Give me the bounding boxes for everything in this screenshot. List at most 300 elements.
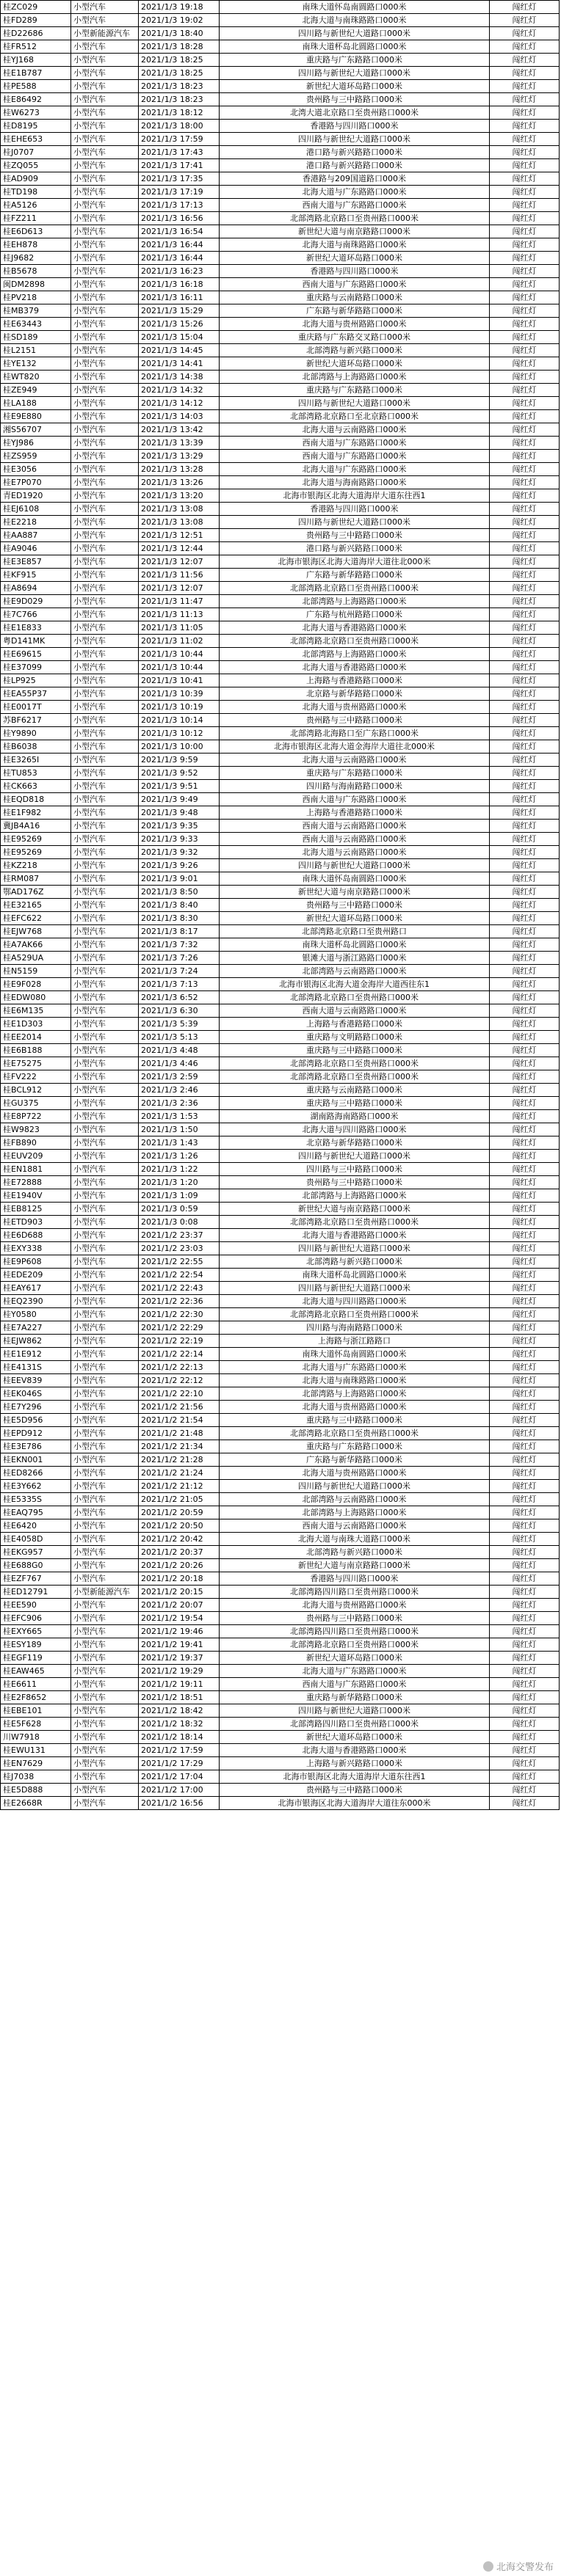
- violation-location-cell: 西南大道与广东路路口000米: [220, 199, 490, 212]
- vehicle-type-cell: 小型汽车: [71, 1, 139, 14]
- vehicle-type-cell: 小型汽车: [71, 1533, 139, 1546]
- violation-location-cell: 北部湾路与上海路路口000米: [220, 1189, 490, 1203]
- violation-type-cell: 闯红灯: [490, 1136, 560, 1150]
- vehicle-type-cell: 小型汽车: [71, 529, 139, 542]
- violation-location-cell: 西南大道与广东路路口000米: [220, 278, 490, 291]
- table-row: [1, 450, 560, 463]
- table-row: [1, 1335, 560, 1348]
- vehicle-type-cell: 小型汽车: [71, 450, 139, 463]
- violation-type-cell: 闯红灯: [490, 1150, 560, 1163]
- violation-type-cell: 闯红灯: [490, 318, 560, 331]
- violation-time-cell: 2021/1/2 20:50: [139, 1519, 220, 1533]
- table-row: [1, 1414, 560, 1427]
- plate-number-cell: 桂E3E857: [1, 555, 71, 569]
- violation-type-cell: 闯红灯: [490, 1004, 560, 1018]
- violation-location-cell: 北海大道与贵州路路口000米: [220, 701, 490, 714]
- plate-number-cell: 桂EK046S: [1, 1387, 71, 1401]
- vehicle-type-cell: 小型汽车: [71, 555, 139, 569]
- table-row: [1, 1004, 560, 1018]
- table-row: [1, 727, 560, 740]
- violation-type-cell: 闯红灯: [490, 1374, 560, 1387]
- violation-type-cell: 闯红灯: [490, 529, 560, 542]
- vehicle-type-cell: 小型汽车: [71, 569, 139, 582]
- table-row: [1, 1453, 560, 1467]
- plate-number-cell: 桂E3265I: [1, 754, 71, 767]
- violation-location-cell: 新世纪大道与南京路路口000米: [220, 886, 490, 899]
- violation-time-cell: 2021/1/3 18:40: [139, 27, 220, 40]
- violation-time-cell: 2021/1/3 18:23: [139, 80, 220, 93]
- violation-type-cell: 闯红灯: [490, 1797, 560, 1810]
- table-row: [1, 1150, 560, 1163]
- watermark: [483, 2559, 554, 2573]
- violation-type-cell: 闯红灯: [490, 1031, 560, 1044]
- table-row: [1, 661, 560, 674]
- violation-location-cell: 港口路与新兴路路口000米: [220, 542, 490, 555]
- violation-location-cell: 北部湾路北京路口至贵州路口000米: [220, 1057, 490, 1070]
- violation-time-cell: 2021/1/3 9:52: [139, 767, 220, 780]
- table-row: [1, 912, 560, 925]
- violation-location-cell: 北部湾路北海路口至广东路口000米: [220, 727, 490, 740]
- plate-number-cell: 湘S56707: [1, 423, 71, 437]
- violation-type-cell: 闯红灯: [490, 1269, 560, 1282]
- plate-number-cell: 桂EN7629: [1, 1757, 71, 1770]
- table-row: [1, 978, 560, 991]
- violation-time-cell: 2021/1/3 16:56: [139, 212, 220, 225]
- violation-location-cell: 重庆路与广东路路口000米: [220, 384, 490, 397]
- plate-number-cell: 桂ED8266: [1, 1467, 71, 1480]
- table-row: [1, 886, 560, 899]
- table-row: [1, 146, 560, 159]
- table-row: [1, 1493, 560, 1506]
- violation-location-cell: 北海市银海区北海大道海岸大道往东000米: [220, 1797, 490, 1810]
- table-row: [1, 1770, 560, 1784]
- violation-location-cell: 上海路与新兴路路口000米: [220, 1757, 490, 1770]
- vehicle-type-cell: 小型汽车: [71, 1559, 139, 1572]
- table-row: [1, 608, 560, 621]
- violation-type-cell: 闯红灯: [490, 344, 560, 357]
- violation-location-cell: 北海大道与广东路路口000米: [220, 1361, 490, 1374]
- plate-number-cell: 桂RM087: [1, 872, 71, 886]
- violation-location-cell: 香港路与四川路口000米: [220, 503, 490, 516]
- plate-number-cell: 桂E2218: [1, 516, 71, 529]
- violation-location-cell: 四川路与新世纪大道路口000米: [220, 1704, 490, 1718]
- violation-location-cell: 重庆路与广东路路口000米: [220, 1440, 490, 1453]
- violation-location-cell: 四川路与新世纪大道路口000米: [220, 1150, 490, 1163]
- vehicle-type-cell: 小型汽车: [71, 384, 139, 397]
- violation-type-cell: 闯红灯: [490, 67, 560, 80]
- vehicle-type-cell: 小型汽车: [71, 1004, 139, 1018]
- plate-number-cell: 桂E8P722: [1, 1110, 71, 1123]
- violation-type-cell: 闯红灯: [490, 450, 560, 463]
- plate-number-cell: 桂E6M135: [1, 1004, 71, 1018]
- violation-type-cell: 闯红灯: [490, 1163, 560, 1176]
- violation-time-cell: 2021/1/3 10:19: [139, 701, 220, 714]
- violation-location-cell: 贵州路与三中路路口000米: [220, 714, 490, 727]
- violation-time-cell: 2021/1/3 9:33: [139, 833, 220, 846]
- violation-type-cell: 闯红灯: [490, 740, 560, 754]
- plate-number-cell: 桂EA55P37: [1, 687, 71, 701]
- violation-location-cell: 北部湾路北京路口至贵州路口000米: [220, 1427, 490, 1440]
- violation-type-cell: 闯红灯: [490, 423, 560, 437]
- vehicle-type-cell: 小型汽车: [71, 1097, 139, 1110]
- plate-number-cell: 桂E7Y296: [1, 1401, 71, 1414]
- plate-number-cell: 桂E1F982: [1, 806, 71, 820]
- violation-time-cell: 2021/1/3 15:26: [139, 318, 220, 331]
- violation-type-cell: 闯红灯: [490, 846, 560, 859]
- violation-time-cell: 2021/1/3 16:23: [139, 265, 220, 278]
- violation-location-cell: 北海大道与香港路路口000米: [220, 1229, 490, 1242]
- violation-time-cell: 2021/1/3 7:32: [139, 938, 220, 952]
- plate-number-cell: 桂ZQ055: [1, 159, 71, 172]
- violation-location-cell: 重庆路与广东路路口000米: [220, 767, 490, 780]
- violation-type-cell: 闯红灯: [490, 120, 560, 133]
- violation-type-cell: 闯红灯: [490, 569, 560, 582]
- plate-number-cell: 桂E7P070: [1, 476, 71, 489]
- vehicle-type-cell: 小型汽车: [71, 1044, 139, 1057]
- vehicle-type-cell: 小型汽车: [71, 1453, 139, 1467]
- violation-time-cell: 2021/1/3 2:36: [139, 1097, 220, 1110]
- vehicle-type-cell: 小型汽车: [71, 701, 139, 714]
- violation-time-cell: 2021/1/3 8:30: [139, 912, 220, 925]
- violation-type-cell: 闯红灯: [490, 1519, 560, 1533]
- violation-location-cell: 贵州路与三中路路口000米: [220, 529, 490, 542]
- table-row: [1, 806, 560, 820]
- table-row: [1, 648, 560, 661]
- violation-location-cell: 香港路与209国道路口000米: [220, 172, 490, 186]
- vehicle-type-cell: 小型汽车: [71, 1361, 139, 1374]
- table-row: [1, 80, 560, 93]
- violation-time-cell: 2021/1/3 13:08: [139, 503, 220, 516]
- violation-type-cell: 闯红灯: [490, 1718, 560, 1731]
- violation-location-cell: 四川路与新世纪大道路口000米: [220, 1480, 490, 1493]
- vehicle-type-cell: 小型汽车: [71, 304, 139, 318]
- violation-location-cell: 北海大道与广东路路口000米: [220, 1665, 490, 1678]
- violation-type-cell: 闯红灯: [490, 1295, 560, 1308]
- table-row: [1, 1348, 560, 1361]
- plate-number-cell: 桂GU375: [1, 1097, 71, 1110]
- plate-number-cell: 桂E37099: [1, 661, 71, 674]
- violation-location-cell: 北部湾路与新兴路口000米: [220, 1255, 490, 1269]
- violation-location-cell: 四川路与新世纪大道路口000米: [220, 27, 490, 40]
- violation-location-cell: 北海市银海区北海大道海岸大道往北000米: [220, 555, 490, 569]
- vehicle-type-cell: 小型汽车: [71, 1295, 139, 1308]
- violation-type-cell: 闯红灯: [490, 40, 560, 54]
- violation-location-cell: 新世纪大道环岛路口000米: [220, 252, 490, 265]
- table-row: [1, 780, 560, 793]
- violation-location-cell: 北海大道与贵州路路口000米: [220, 1401, 490, 1414]
- violation-type-cell: 闯红灯: [490, 252, 560, 265]
- vehicle-type-cell: 小型汽车: [71, 833, 139, 846]
- vehicle-type-cell: 小型汽车: [71, 1599, 139, 1612]
- violation-location-cell: 北海市银海区北海大道海岸大道东往西1: [220, 489, 490, 503]
- violation-location-cell: 贵州路与三中路路口000米: [220, 1612, 490, 1625]
- plate-number-cell: 桂D8195: [1, 120, 71, 133]
- table-row: [1, 1374, 560, 1387]
- plate-number-cell: 桂E63443: [1, 318, 71, 331]
- vehicle-type-cell: 小型汽车: [71, 1282, 139, 1295]
- table-row: [1, 371, 560, 384]
- table-row: [1, 1387, 560, 1401]
- vehicle-type-cell: 小型汽车: [71, 1440, 139, 1453]
- violation-type-cell: 闯红灯: [490, 371, 560, 384]
- table-row: [1, 14, 560, 27]
- table-row: [1, 1638, 560, 1652]
- violation-time-cell: 2021/1/2 20:42: [139, 1533, 220, 1546]
- violation-location-cell: 北部湾路北京路口至贵州路口000米: [220, 582, 490, 595]
- violation-location-cell: 北部湾路北京路口至贵州路口000米: [220, 991, 490, 1004]
- vehicle-type-cell: 小型汽车: [71, 1480, 139, 1493]
- vehicle-type-cell: 小型汽车: [71, 1348, 139, 1361]
- vehicle-type-cell: 小型汽车: [71, 1216, 139, 1229]
- plate-number-cell: 桂EB8125: [1, 1203, 71, 1216]
- vehicle-type-cell: 小型汽车: [71, 1189, 139, 1203]
- plate-number-cell: 桂7C766: [1, 608, 71, 621]
- violation-time-cell: 2021/1/3 10:44: [139, 648, 220, 661]
- plate-number-cell: 桂E5F628: [1, 1718, 71, 1731]
- vehicle-type-cell: 小型汽车: [71, 1203, 139, 1216]
- table-row: [1, 1123, 560, 1136]
- violation-time-cell: 2021/1/2 21:48: [139, 1427, 220, 1440]
- table-row: [1, 357, 560, 371]
- table-row: [1, 318, 560, 331]
- violation-type-cell: 闯红灯: [490, 1453, 560, 1467]
- violation-time-cell: 2021/1/2 22:10: [139, 1387, 220, 1401]
- plate-number-cell: 桂EXY665: [1, 1625, 71, 1638]
- violation-time-cell: 2021/1/2 19:37: [139, 1652, 220, 1665]
- table-row: [1, 1559, 560, 1572]
- table-row: [1, 965, 560, 978]
- table-row: [1, 1718, 560, 1731]
- violation-time-cell: 2021/1/3 17:59: [139, 133, 220, 146]
- plate-number-cell: 桂B5678: [1, 265, 71, 278]
- vehicle-type-cell: 小型汽车: [71, 146, 139, 159]
- violation-location-cell: 新世纪大道与南京路路口000米: [220, 1559, 490, 1572]
- plate-number-cell: 桂TD198: [1, 186, 71, 199]
- violation-time-cell: 2021/1/3 5:13: [139, 1031, 220, 1044]
- plate-number-cell: 桂FZ211: [1, 212, 71, 225]
- violation-location-cell: 新世纪大道环岛路口000米: [220, 1731, 490, 1744]
- violation-location-cell: 四川路与新世纪大道路口000米: [220, 67, 490, 80]
- violation-time-cell: 2021/1/3 18:12: [139, 106, 220, 120]
- vehicle-type-cell: 小型汽车: [71, 212, 139, 225]
- violation-time-cell: 2021/1/3 18:25: [139, 54, 220, 67]
- vehicle-type-cell: 小型汽车: [71, 67, 139, 80]
- plate-number-cell: 桂N5159: [1, 965, 71, 978]
- plate-number-cell: 桂LP925: [1, 674, 71, 687]
- plate-number-cell: 桂EFC906: [1, 1612, 71, 1625]
- table-row: [1, 991, 560, 1004]
- table-row: [1, 1427, 560, 1440]
- violation-location-cell: 贵州路与三中路路口000米: [220, 93, 490, 106]
- violation-type-cell: 闯红灯: [490, 1110, 560, 1123]
- violation-location-cell: 南珠大道怀岛南圆路口000米: [220, 1348, 490, 1361]
- plate-number-cell: 桂A7AK66: [1, 938, 71, 952]
- violation-location-cell: 四川路与新世纪大道路口000米: [220, 516, 490, 529]
- plate-number-cell: 桂ESY189: [1, 1638, 71, 1652]
- plate-number-cell: 桂FR512: [1, 40, 71, 54]
- violation-type-cell: 闯红灯: [490, 938, 560, 952]
- table-row: [1, 820, 560, 833]
- plate-number-cell: 桂YE132: [1, 357, 71, 371]
- plate-number-cell: 苏BF6217: [1, 714, 71, 727]
- plate-number-cell: 桂J7038: [1, 1770, 71, 1784]
- plate-number-cell: 桂E3056: [1, 463, 71, 476]
- violation-location-cell: 南珠大道杯岛北圆路口000米: [220, 938, 490, 952]
- violation-type-cell: 闯红灯: [490, 648, 560, 661]
- violation-type-cell: 闯红灯: [490, 1255, 560, 1269]
- violation-time-cell: 2021/1/2 23:03: [139, 1242, 220, 1255]
- violation-location-cell: 北海大道与云南路路口000米: [220, 846, 490, 859]
- violation-type-cell: 闯红灯: [490, 437, 560, 450]
- vehicle-type-cell: 小型汽车: [71, 1163, 139, 1176]
- violation-time-cell: 2021/1/3 6:52: [139, 991, 220, 1004]
- violation-location-cell: 四川路与新世纪大道路口000米: [220, 133, 490, 146]
- table-row: [1, 384, 560, 397]
- plate-number-cell: 桂E5335S: [1, 1493, 71, 1506]
- plate-number-cell: 桂E6B188: [1, 1044, 71, 1057]
- violation-type-cell: 闯红灯: [490, 238, 560, 252]
- violation-location-cell: 北海大道与南珠路路口000米: [220, 238, 490, 252]
- table-row: [1, 67, 560, 80]
- violation-type-cell: 闯红灯: [490, 714, 560, 727]
- plate-number-cell: 桂EWU131: [1, 1744, 71, 1757]
- violation-location-cell: 香港路与四川路口000米: [220, 120, 490, 133]
- plate-number-cell: 桂EE590: [1, 1599, 71, 1612]
- vehicle-type-cell: 小型汽车: [71, 410, 139, 423]
- table-row: [1, 582, 560, 595]
- plate-number-cell: 冀JB4A16: [1, 820, 71, 833]
- violation-time-cell: 2021/1/3 16:44: [139, 252, 220, 265]
- plate-number-cell: 桂E4131S: [1, 1361, 71, 1374]
- violation-location-cell: 南珠大道杯岛北圆路口000米: [220, 1269, 490, 1282]
- plate-number-cell: 桂FV222: [1, 1070, 71, 1084]
- vehicle-type-cell: 小型汽车: [71, 80, 139, 93]
- table-row: [1, 793, 560, 806]
- plate-number-cell: 桂E2F8652: [1, 1691, 71, 1704]
- table-row: [1, 1295, 560, 1308]
- plate-number-cell: 桂YJ986: [1, 437, 71, 450]
- table-row: [1, 595, 560, 608]
- violation-location-cell: 北部湾路北京路口至贵州路口000米: [220, 212, 490, 225]
- vehicle-type-cell: 小型汽车: [71, 767, 139, 780]
- violation-type-cell: 闯红灯: [490, 754, 560, 767]
- table-row: [1, 1519, 560, 1533]
- violation-type-cell: 闯红灯: [490, 1335, 560, 1348]
- violation-location-cell: 北海市银海区北海大道海岸大道东往西1: [220, 1770, 490, 1784]
- table-row: [1, 304, 560, 318]
- table-row: [1, 1269, 560, 1282]
- violation-type-cell: 闯红灯: [490, 859, 560, 872]
- violation-type-cell: 闯红灯: [490, 1084, 560, 1097]
- watermark-logo-icon: [483, 2561, 493, 2572]
- violation-type-cell: 闯红灯: [490, 965, 560, 978]
- violation-type-cell: 闯红灯: [490, 687, 560, 701]
- violation-time-cell: 2021/1/2 20:15: [139, 1586, 220, 1599]
- violation-time-cell: 2021/1/3 17:13: [139, 199, 220, 212]
- violation-type-cell: 闯红灯: [490, 410, 560, 423]
- violation-time-cell: 2021/1/2 19:54: [139, 1612, 220, 1625]
- violation-type-cell: 闯红灯: [490, 1216, 560, 1229]
- vehicle-type-cell: 小型汽车: [71, 397, 139, 410]
- plate-number-cell: 桂EKG957: [1, 1546, 71, 1559]
- violation-time-cell: 2021/1/3 15:29: [139, 304, 220, 318]
- violation-time-cell: 2021/1/2 19:41: [139, 1638, 220, 1652]
- vehicle-type-cell: 小型汽车: [71, 106, 139, 120]
- vehicle-type-cell: 小型汽车: [71, 1625, 139, 1638]
- vehicle-type-cell: 小型汽车: [71, 965, 139, 978]
- vehicle-type-cell: 小型汽车: [71, 1704, 139, 1718]
- violation-type-cell: 闯红灯: [490, 1018, 560, 1031]
- table-row: [1, 463, 560, 476]
- table-row: [1, 344, 560, 357]
- vehicle-type-cell: 小型汽车: [71, 186, 139, 199]
- vehicle-type-cell: 小型汽车: [71, 1493, 139, 1506]
- violation-location-cell: 重庆路与广东路路口000米: [220, 54, 490, 67]
- table-row: [1, 27, 560, 40]
- table-row: [1, 1018, 560, 1031]
- vehicle-type-cell: 小型汽车: [71, 674, 139, 687]
- vehicle-type-cell: 小型汽车: [71, 1401, 139, 1414]
- plate-number-cell: 桂E75275: [1, 1057, 71, 1070]
- violation-type-cell: 闯红灯: [490, 1044, 560, 1057]
- vehicle-type-cell: 小型汽车: [71, 793, 139, 806]
- vehicle-type-cell: 小型汽车: [71, 780, 139, 793]
- vehicle-type-cell: 小型汽车: [71, 1150, 139, 1163]
- violation-type-cell: 闯红灯: [490, 1691, 560, 1704]
- plate-number-cell: 桂EKN001: [1, 1453, 71, 1467]
- table-row: [1, 397, 560, 410]
- violation-type-cell: 闯红灯: [490, 701, 560, 714]
- violation-type-cell: 闯红灯: [490, 397, 560, 410]
- plate-number-cell: 桂EQD818: [1, 793, 71, 806]
- violation-time-cell: 2021/1/3 12:44: [139, 542, 220, 555]
- plate-number-cell: 桂E6D688: [1, 1229, 71, 1242]
- violation-type-cell: 闯红灯: [490, 304, 560, 318]
- table-row: [1, 1652, 560, 1665]
- violation-time-cell: 2021/1/3 13:26: [139, 476, 220, 489]
- violation-location-cell: 北部湾路北京路口至贵州路口000米: [220, 1216, 490, 1229]
- violation-type-cell: 闯红灯: [490, 476, 560, 489]
- plate-number-cell: 桂EH878: [1, 238, 71, 252]
- vehicle-type-cell: 小型汽车: [71, 714, 139, 727]
- vehicle-type-cell: 小型汽车: [71, 1797, 139, 1810]
- plate-number-cell: 桂FD289: [1, 14, 71, 27]
- violation-time-cell: 2021/1/3 12:07: [139, 555, 220, 569]
- vehicle-type-cell: 小型汽车: [71, 872, 139, 886]
- table-row: [1, 1533, 560, 1546]
- table-row: [1, 1401, 560, 1414]
- violation-type-cell: 闯红灯: [490, 80, 560, 93]
- plate-number-cell: 桂EFC622: [1, 912, 71, 925]
- vehicle-type-cell: 小型汽车: [71, 318, 139, 331]
- violation-type-cell: 闯红灯: [490, 133, 560, 146]
- plate-number-cell: 桂A5126: [1, 199, 71, 212]
- violation-type-cell: 闯红灯: [490, 582, 560, 595]
- table-row: [1, 120, 560, 133]
- violation-location-cell: 北海大道与南珠大道路口000米: [220, 1533, 490, 1546]
- table-row: [1, 225, 560, 238]
- plate-number-cell: 桂PE588: [1, 80, 71, 93]
- violation-time-cell: 2021/1/3 12:51: [139, 529, 220, 542]
- violation-location-cell: 北海大道与海南路路口000米: [220, 476, 490, 489]
- violation-type-cell: 闯红灯: [490, 463, 560, 476]
- violation-time-cell: 2021/1/3 19:02: [139, 14, 220, 27]
- vehicle-type-cell: 小型汽车: [71, 54, 139, 67]
- violation-type-cell: 闯红灯: [490, 991, 560, 1004]
- plate-number-cell: 桂EDE209: [1, 1269, 71, 1282]
- violation-type-cell: 闯红灯: [490, 1612, 560, 1625]
- violation-time-cell: 2021/1/3 1:43: [139, 1136, 220, 1150]
